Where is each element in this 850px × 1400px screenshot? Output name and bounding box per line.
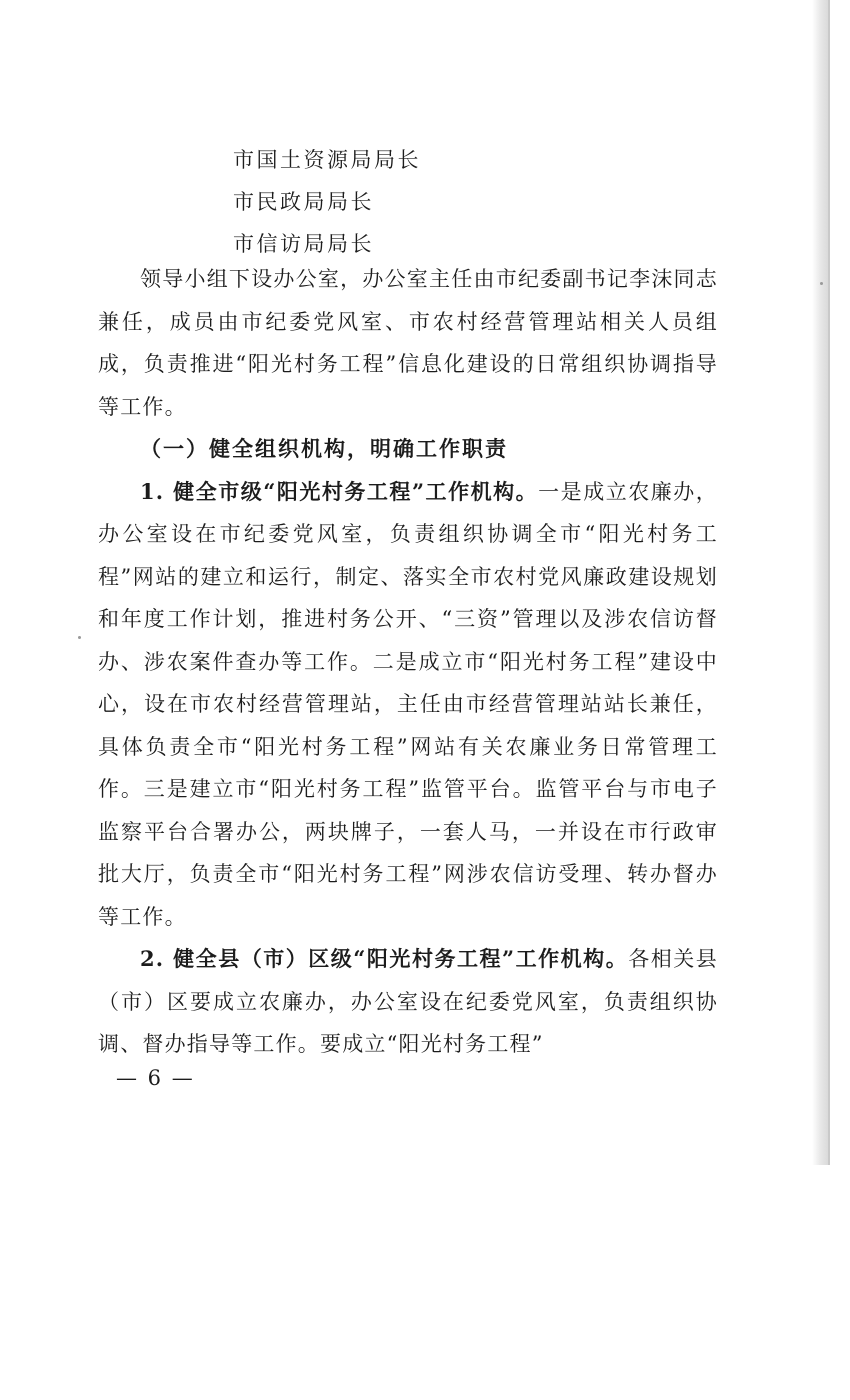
list-item: 市国土资源局局长 [233, 148, 421, 172]
scan-speck [78, 636, 81, 639]
page-number: — 6 — [116, 1066, 195, 1090]
paragraph-office: 领导小组下设办公室，办公室主任由市纪委副书记李沫同志兼任，成员由市纪委党风室、市农村经营管理站相关人员组成，负责推进“阳光村务工程”信息化建设的日常组织协调指导等工作。 [98, 267, 718, 419]
scan-edge-line [828, 0, 830, 1165]
paragraph-item-2 [98, 938, 718, 1066]
list-item: 市民政局局长 [233, 190, 374, 214]
body-text [98, 258, 718, 1066]
section-heading: （一）健全组织机构，明确工作职责 [140, 436, 508, 461]
scan-speck [820, 282, 823, 285]
item-1-title: 1. 健全市级“阳光村务工程”工作机构。 [140, 478, 539, 504]
item-2-title: 2. 健全县（市）区级“阳光村务工程”工作机构。 [140, 946, 629, 971]
item-1-body: 一是成立农廉办，办公室设在市纪委党风室，负责组织协调全市“阳光村务工程”网站的建立和运行，制定、落实全市农村党风廉政建设规划和年度工作计划，推进村务公开、“三资”管理以及涉农信访督办、涉农案件查办等工作。二是成立市“阳光村务工程”建设中心，设在市农村经营管理站，主任由市经营管理站站长兼任，具体负责全市“阳光村务工程”网站有关农廉业务日常管理工作。三是建立市“阳光村务工程”监管平台。监管平台与市电子监察平台合署办公，两块牌子，一套人马，一并设在市行政审批大厅，负责全市“阳光村务工程”网涉农信访受理、转办督办等工作。 [98, 479, 718, 929]
paragraph-item-1 [98, 471, 718, 939]
list-item: 市信访局局长 [233, 232, 374, 256]
item-2-body: 各相关县（市）区要成立农廉办，办公室设在纪委党风室，负责组织协调、督办指导等工作。要成立“阳光村务工程” [98, 947, 718, 1056]
